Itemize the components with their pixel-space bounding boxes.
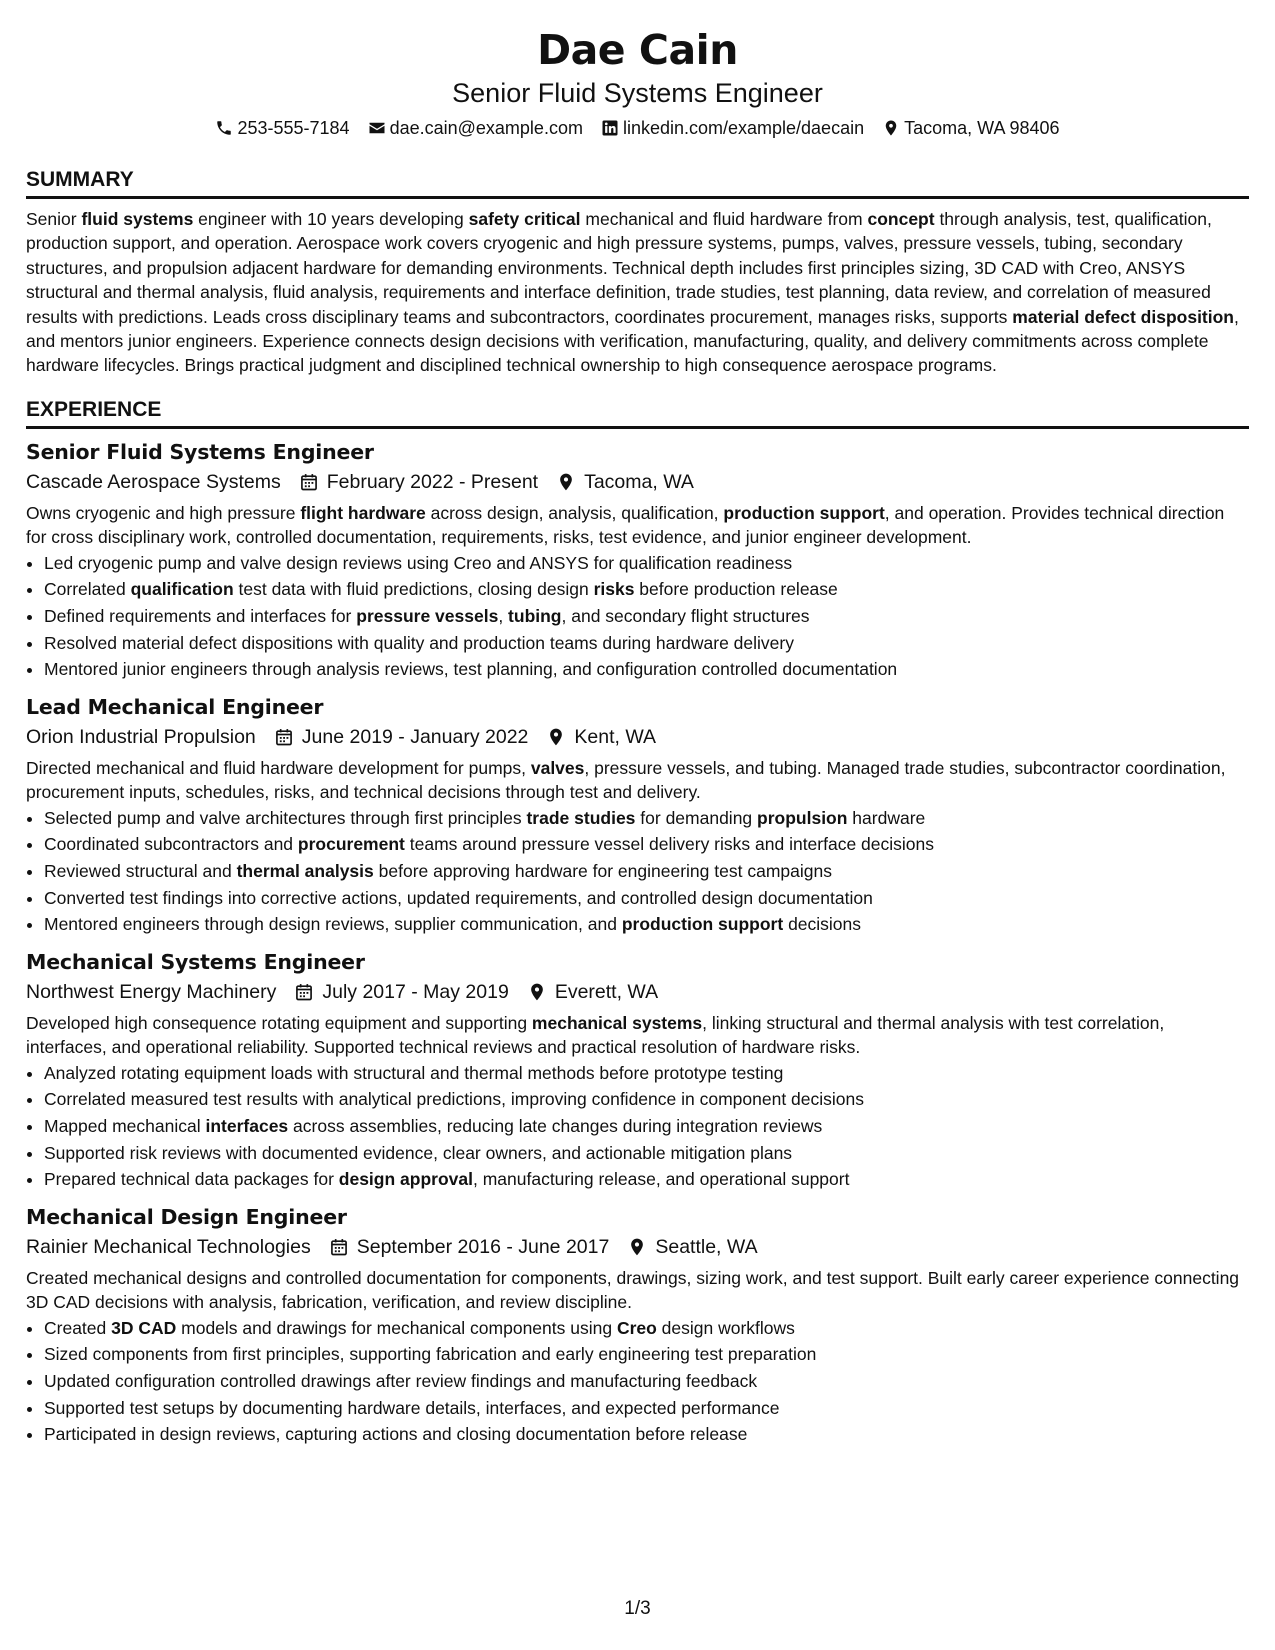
contact-linkedin[interactable] [601, 114, 864, 142]
job-location: Everett, WA [554, 980, 659, 1003]
job-bullets [26, 550, 1249, 683]
bullet-item [44, 1368, 1249, 1395]
bullet-item [44, 656, 1249, 683]
map-pin-icon [627, 1237, 647, 1257]
section-divider [26, 426, 1249, 429]
text-segment: engineer with 10 years developing [193, 209, 469, 229]
text-segment: Correlated [44, 579, 131, 600]
phone-icon [215, 119, 233, 137]
text-segment: Mentored junior engineers through analysis reviews, test planning, and configuration controlled documentation [44, 659, 898, 680]
keyword-text: procurement [297, 834, 405, 855]
text-segment: for demanding [635, 807, 758, 828]
text-segment: Converted test findings into corrective actions, updated requirements, and controlled design documentation [44, 887, 873, 908]
text-segment: Updated configuration controlled drawings after review findings and manufacturing feedback [44, 1370, 758, 1391]
calendar-icon [274, 727, 294, 747]
section-divider [26, 196, 1249, 199]
summary-text [26, 207, 1249, 378]
map-pin-icon [546, 727, 566, 747]
keyword-text: design approval [338, 1169, 473, 1190]
text-segment: Created [44, 1317, 112, 1338]
bullet-item [44, 1060, 1249, 1087]
bullet-item [44, 885, 1249, 912]
keyword-text: material defect disposition [1012, 306, 1234, 327]
keyword-text: fluid systems [81, 209, 194, 229]
keyword-text: interfaces [205, 1115, 289, 1136]
text-segment: , pressure vessels, and tubing. Managed trade studies, subcontractor coordination, procurement inputs, schedules, risks, and technical decisions through test and delivery. [26, 757, 1226, 802]
bullet-item [44, 1421, 1249, 1448]
job-description [26, 501, 1249, 549]
job-dates: July 2017 - May 2019 [322, 980, 509, 1003]
bullet-item [44, 831, 1249, 858]
text-segment: across design, analysis, qualification, [425, 502, 724, 523]
company-name: Rainier Mechanical Technologies [26, 1235, 311, 1258]
text-segment: Participated in design reviews, capturing actions and closing documentation before release [44, 1424, 748, 1445]
map-pin-icon [882, 119, 900, 137]
text-segment: Defined requirements and interfaces for [44, 606, 357, 627]
bullet-item [44, 603, 1249, 630]
job-list [26, 437, 1249, 1448]
experience-section [26, 396, 1249, 1448]
text-segment: decisions [783, 914, 862, 935]
keyword-text: propulsion [757, 807, 848, 828]
job-meta [26, 467, 1249, 497]
bullet-item [44, 550, 1249, 577]
text-segment: , linking structural and thermal analysis with test correlation, interfaces, and operational reliability. Supported technical reviews and practical resolution of hardware risks. [26, 1012, 1165, 1057]
text-segment: , and secondary flight structures [561, 606, 810, 627]
calendar-icon [329, 1237, 349, 1257]
candidate-name: Dae Cain [537, 26, 738, 74]
text-segment: before approving hardware for engineering test campaigns [373, 861, 832, 881]
bullet-item [44, 630, 1249, 657]
text-segment: Supported risk reviews with documented evidence, clear owners, and actionable mitigation plans [44, 1142, 793, 1163]
calendar-icon [299, 472, 319, 492]
summary-section [26, 166, 1249, 378]
text-segment: before production release [634, 579, 838, 600]
keyword-text: trade studies [526, 807, 636, 828]
resume-body [26, 166, 1249, 1457]
text-segment: Selected pump and valve architectures through first principles [44, 807, 527, 828]
text-segment: Coordinated subcontractors and [44, 834, 298, 855]
job-meta [26, 722, 1249, 752]
bullet-item [44, 1341, 1249, 1368]
text-segment: , [498, 606, 509, 627]
keyword-text: concept [867, 209, 935, 229]
company-name: Orion Industrial Propulsion [26, 725, 256, 748]
text-segment: Mapped mechanical [44, 1115, 206, 1136]
job-dates: February 2022 - Present [326, 470, 539, 493]
job-location: Tacoma, WA [584, 470, 694, 493]
job-title: Lead Mechanical Engineer [26, 694, 324, 719]
job-description [26, 1011, 1249, 1059]
text-segment: across assemblies, reducing late changes during integration reviews [288, 1115, 823, 1136]
job-entry [26, 1202, 1249, 1448]
job-description [26, 1266, 1249, 1314]
bullet-item [44, 911, 1249, 938]
text-segment: , manufacturing release, and operational support [472, 1169, 850, 1190]
page-number: 1/3 [624, 1598, 651, 1619]
text-segment: Prepared technical data packages for [44, 1169, 339, 1190]
contact-location [882, 114, 1059, 142]
bullet-item [44, 1166, 1249, 1193]
envelope-icon [368, 119, 386, 137]
keyword-text: 3D CAD [111, 1317, 177, 1338]
job-entry [26, 437, 1249, 683]
text-segment: , and mentors junior engineers. Experience connects design decisions with verification, manufacturing, quality, and delivery commitments across complete hardware lifecycles. Brings practical judgment and disciplined technical ownership to high consequence aerospace programs. [26, 306, 1239, 376]
keyword-text: flight hardware [300, 502, 426, 523]
linkedin-icon [601, 119, 619, 137]
text-segment: hardware [847, 807, 926, 828]
keyword-text: production support [621, 914, 784, 935]
keyword-text: tubing [508, 606, 562, 627]
keyword-text: qualification [130, 579, 234, 600]
location-text: Tacoma, WA 98406 [904, 118, 1060, 138]
bullet-item [44, 1315, 1249, 1342]
bullet-item [44, 1395, 1249, 1422]
contact-info [0, 114, 1275, 142]
text-segment: test data with fluid predictions, closing design [233, 579, 594, 600]
keyword-text: risks [593, 579, 635, 600]
bullet-item [44, 576, 1249, 603]
job-location: Kent, WA [574, 725, 657, 748]
job-location: Seattle, WA [655, 1235, 758, 1258]
job-bullets [26, 1060, 1249, 1193]
job-dates: September 2016 - June 2017 [356, 1235, 610, 1258]
job-meta [26, 1232, 1249, 1262]
job-bullets [26, 1315, 1249, 1448]
text-segment: Correlated measured test results with analytical predictions, improving confidence in component decisions [44, 1089, 864, 1110]
job-entry [26, 947, 1249, 1193]
text-segment: teams around pressure vessel delivery risks and interface decisions [404, 834, 935, 855]
job-entry [26, 692, 1249, 938]
contact-phone[interactable] [215, 114, 349, 142]
keyword-text: thermal analysis [236, 861, 374, 881]
calendar-icon [294, 982, 314, 1002]
candidate-title: Senior Fluid Systems Engineer [452, 78, 823, 108]
keyword-text: Creo [616, 1317, 657, 1338]
job-bullets [26, 805, 1249, 938]
text-segment: Created mechanical designs and controlled documentation for components, drawings, sizing work, and test support. Built early career experience connecting 3D CAD decisions with analysis, fabrication, verification, and review discipline. [26, 1267, 1240, 1312]
bullet-item [44, 858, 1249, 885]
text-segment: Analyzed rotating equipment loads with structural and thermal methods before prototype testing [44, 1062, 784, 1083]
job-title: Mechanical Design Engineer [26, 1204, 347, 1229]
text-segment: Developed high consequence rotating equipment and supporting [26, 1012, 532, 1033]
keyword-text: production support [723, 502, 885, 523]
resume-header [0, 0, 1275, 142]
text-segment: Supported test setups by documenting hardware details, interfaces, and expected performance [44, 1397, 780, 1418]
text-segment: Senior [26, 209, 82, 229]
job-meta [26, 977, 1249, 1007]
keyword-text: valves [530, 757, 585, 778]
text-segment: Reviewed structural and [44, 861, 237, 881]
text-segment: Resolved material defect dispositions with quality and production teams during hardware delivery [44, 632, 794, 653]
summary-heading: SUMMARY [26, 168, 134, 191]
text-segment: Directed mechanical and fluid hardware development for pumps, [26, 757, 531, 778]
linkedin-text: linkedin.com/example/daecain [622, 118, 865, 138]
text-segment: through analysis, test, qualification, production support, and operation. Aerospace work covers cryogenic and high pressure systems, pumps, valves, pressure vessels, tubing, secondary structures, and propulsion adjacent hardware for demanding environments. Technical depth includes first principles sizing, 3D CAD with Creo, ANSYS structural and thermal analysis, fluid analysis, requirements and interface definition, trade studies, test planning, data review, and correlation of measured results with predictions. Leads cross disciplinary teams and subcontractors, coordinates procurement, manages risks, supports [26, 209, 1212, 327]
bullet-item [44, 805, 1249, 832]
bullet-item [44, 1086, 1249, 1113]
text-segment: Mentored engineers through design reviews, supplier communication, and [44, 914, 622, 935]
company-name: Cascade Aerospace Systems [26, 470, 281, 493]
keyword-text: pressure vessels [356, 606, 499, 627]
text-segment: models and drawings for mechanical components using [176, 1317, 617, 1338]
experience-heading: EXPERIENCE [26, 397, 162, 421]
job-title: Mechanical Systems Engineer [26, 949, 365, 974]
job-dates: June 2019 - January 2022 [301, 725, 529, 748]
phone-text: 253-555-7184 [237, 118, 350, 138]
text-segment: mechanical and fluid hardware from [580, 209, 868, 229]
text-segment: , and operation. Provides technical direction for cross disciplinary work, controlled documentation, requirements, risks, test evidence, and junior engineer development. [26, 502, 1225, 547]
bullet-item [44, 1140, 1249, 1167]
job-description [26, 756, 1249, 804]
text-segment: Owns cryogenic and high pressure [26, 502, 301, 523]
text-segment: Led cryogenic pump and valve design reviews using Creo and ANSYS for qualification readiness [44, 552, 793, 573]
keyword-text: safety critical [468, 209, 581, 229]
company-name: Northwest Energy Machinery [26, 980, 277, 1003]
map-pin-icon [527, 982, 547, 1002]
job-title: Senior Fluid Systems Engineer [26, 439, 374, 464]
text-segment: design workflows [656, 1317, 795, 1338]
contact-email[interactable] [368, 114, 583, 142]
email-text: dae.cain@example.com [389, 118, 583, 138]
map-pin-icon [556, 472, 576, 492]
keyword-text: mechanical systems [531, 1012, 703, 1033]
bullet-item [44, 1113, 1249, 1140]
text-segment: Sized components from first principles, supporting fabrication and early engineering test preparation [44, 1344, 817, 1365]
